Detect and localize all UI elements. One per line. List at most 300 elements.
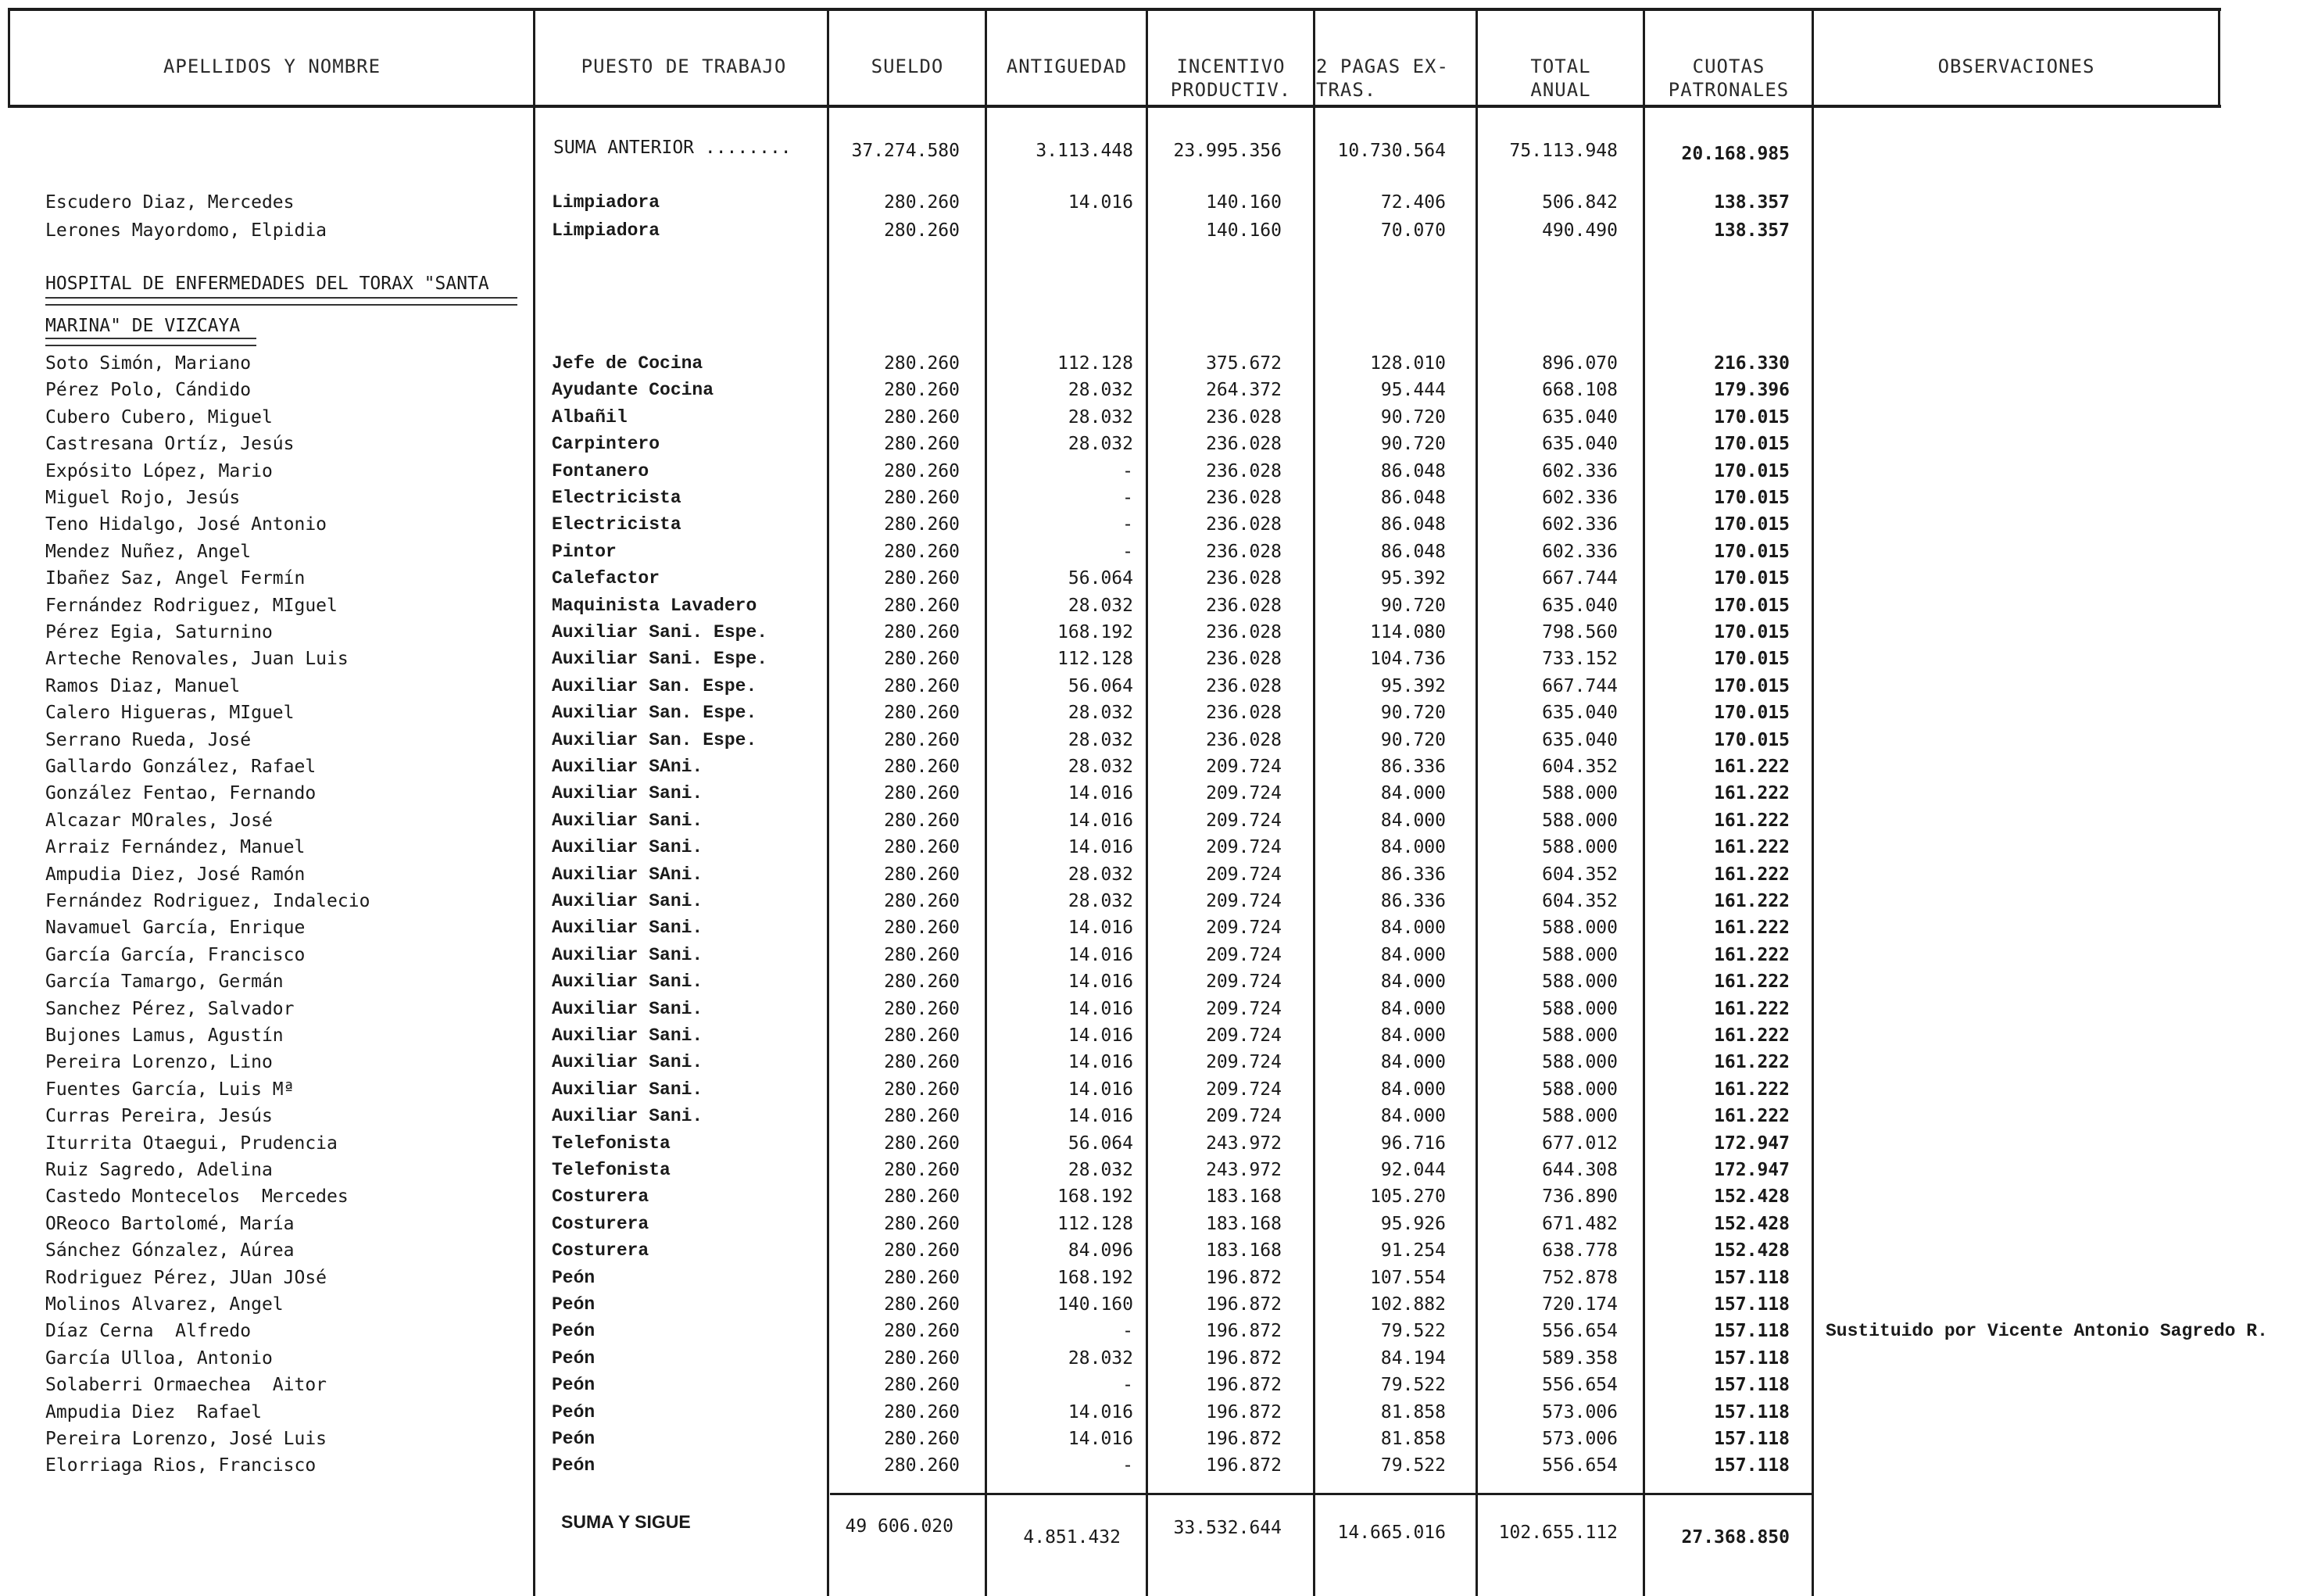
header-bottom-rule bbox=[8, 105, 2221, 108]
row-total: 602.336 bbox=[1542, 488, 1618, 508]
row-incentivo: 196.872 bbox=[1206, 1401, 1282, 1422]
row-cuotas: 138.357 bbox=[1714, 192, 1790, 213]
row-sueldo: 280.260 bbox=[884, 1133, 960, 1154]
row-pagas: 102.882 bbox=[1370, 1294, 1446, 1315]
row-incentivo: 209.724 bbox=[1206, 1052, 1282, 1073]
row-total: 638.778 bbox=[1542, 1240, 1618, 1261]
row-puesto: Ayudante Cocina bbox=[552, 380, 714, 401]
row-cuotas: 170.015 bbox=[1714, 568, 1790, 589]
row-cuotas: 157.118 bbox=[1714, 1455, 1790, 1476]
row-incentivo: 209.724 bbox=[1206, 944, 1282, 965]
row-nombre: García García, Francisco bbox=[45, 944, 306, 965]
row-sueldo: 280.260 bbox=[884, 837, 960, 858]
row-incentivo: 183.168 bbox=[1206, 1213, 1282, 1234]
row-incentivo: 236.028 bbox=[1206, 622, 1282, 642]
row-antiguedad: 14.016 bbox=[1068, 1401, 1133, 1422]
row-nombre: Ibañez Saz, Angel Fermín bbox=[45, 568, 306, 589]
suma-sigue-pagas: 14.665.016 bbox=[1337, 1523, 1446, 1543]
row-nombre: Miguel Rojo, Jesús bbox=[45, 488, 241, 508]
row-total: 556.654 bbox=[1542, 1321, 1618, 1342]
row-puesto: Fontanero bbox=[552, 460, 649, 481]
row-antiguedad: 14.016 bbox=[1068, 837, 1133, 858]
row-observacion: Sustituido por Vicente Antonio Sagredo R. bbox=[1826, 1321, 2268, 1342]
row-nombre: González Fentao, Fernando bbox=[45, 783, 317, 804]
row-incentivo: 209.724 bbox=[1206, 757, 1282, 777]
row-sueldo: 280.260 bbox=[884, 1347, 960, 1369]
row-sueldo: 280.260 bbox=[884, 622, 960, 642]
row-incentivo: 196.872 bbox=[1206, 1294, 1282, 1315]
row-cuotas: 170.015 bbox=[1714, 460, 1790, 481]
row-puesto: Electricista bbox=[552, 488, 681, 508]
row-total: 588.000 bbox=[1542, 783, 1618, 804]
row-pagas: 70.070 bbox=[1380, 220, 1446, 241]
row-antiguedad: 14.016 bbox=[1068, 1079, 1133, 1100]
row-cuotas: 170.015 bbox=[1714, 488, 1790, 508]
row-incentivo: 196.872 bbox=[1206, 1321, 1282, 1342]
row-nombre: Molinos Alvarez, Angel bbox=[45, 1294, 284, 1315]
row-incentivo: 209.724 bbox=[1206, 998, 1282, 1019]
row-pagas: 79.522 bbox=[1380, 1375, 1446, 1396]
row-incentivo: 264.372 bbox=[1206, 380, 1282, 401]
row-pagas: 84.000 bbox=[1380, 1025, 1446, 1046]
row-total: 635.040 bbox=[1542, 729, 1618, 750]
suma-anterior-pagas: 10.730.564 bbox=[1337, 141, 1446, 161]
row-incentivo: 209.724 bbox=[1206, 972, 1282, 993]
row-pagas: 90.720 bbox=[1380, 729, 1446, 750]
row-sueldo: 280.260 bbox=[884, 541, 960, 562]
row-sueldo: 280.260 bbox=[884, 220, 960, 241]
row-incentivo: 236.028 bbox=[1206, 541, 1282, 562]
row-antiguedad: - bbox=[1122, 541, 1133, 562]
row-cuotas: 161.222 bbox=[1714, 1106, 1790, 1127]
row-puesto: Auxiliar Sani. bbox=[552, 810, 703, 831]
row-incentivo: 243.972 bbox=[1206, 1160, 1282, 1180]
row-sueldo: 280.260 bbox=[884, 972, 960, 993]
row-cuotas: 170.015 bbox=[1714, 406, 1790, 428]
row-sueldo: 280.260 bbox=[884, 595, 960, 616]
row-cuotas: 161.222 bbox=[1714, 757, 1790, 777]
row-pagas: 86.048 bbox=[1380, 460, 1446, 481]
row-antiguedad: - bbox=[1122, 460, 1133, 481]
row-incentivo: 375.672 bbox=[1206, 353, 1282, 374]
row-puesto: Peón bbox=[552, 1455, 596, 1476]
row-total: 588.000 bbox=[1542, 810, 1618, 831]
row-cuotas: 170.015 bbox=[1714, 541, 1790, 562]
row-sueldo: 280.260 bbox=[884, 460, 960, 481]
row-incentivo: 236.028 bbox=[1206, 406, 1282, 428]
row-total: 573.006 bbox=[1542, 1401, 1618, 1422]
row-antiguedad: - bbox=[1122, 488, 1133, 508]
row-pagas: 95.444 bbox=[1380, 380, 1446, 401]
row-total: 736.890 bbox=[1542, 1186, 1618, 1208]
row-cuotas: 216.330 bbox=[1714, 353, 1790, 374]
row-pagas: 84.000 bbox=[1380, 1079, 1446, 1100]
row-incentivo: 209.724 bbox=[1206, 918, 1282, 939]
row-antiguedad: 28.032 bbox=[1068, 891, 1133, 911]
row-sueldo: 280.260 bbox=[884, 944, 960, 965]
row-total: 635.040 bbox=[1542, 406, 1618, 428]
row-pagas: 79.522 bbox=[1380, 1455, 1446, 1476]
row-incentivo: 243.972 bbox=[1206, 1133, 1282, 1154]
row-antiguedad: 112.128 bbox=[1057, 353, 1133, 374]
row-antiguedad: 28.032 bbox=[1068, 703, 1133, 724]
row-nombre: Mendez Nuñez, Angel bbox=[45, 541, 252, 562]
row-incentivo: 196.872 bbox=[1206, 1455, 1282, 1476]
row-puesto: Peón bbox=[552, 1429, 596, 1449]
row-puesto: Carpintero bbox=[552, 434, 660, 455]
row-nombre: Ampudia Diez, José Ramón bbox=[45, 864, 306, 885]
row-cuotas: 152.428 bbox=[1714, 1186, 1790, 1208]
row-cuotas: 138.357 bbox=[1714, 220, 1790, 241]
row-total: 677.012 bbox=[1542, 1133, 1618, 1154]
row-nombre: Teno Hidalgo, José Antonio bbox=[45, 514, 327, 535]
row-pagas: 86.048 bbox=[1380, 488, 1446, 508]
row-sueldo: 280.260 bbox=[884, 757, 960, 777]
row-antiguedad: 84.096 bbox=[1068, 1240, 1133, 1261]
row-incentivo: 236.028 bbox=[1206, 703, 1282, 724]
row-antiguedad: 28.032 bbox=[1068, 406, 1133, 428]
row-cuotas: 161.222 bbox=[1714, 1079, 1790, 1100]
row-sueldo: 280.260 bbox=[884, 675, 960, 696]
row-nombre: Castedo Montecelos Mercedes bbox=[45, 1186, 349, 1208]
row-incentivo: 196.872 bbox=[1206, 1267, 1282, 1288]
row-pagas: 95.392 bbox=[1380, 675, 1446, 696]
header-puesto: PUESTO DE TRABAJO bbox=[581, 55, 787, 77]
row-pagas: 84.194 bbox=[1380, 1347, 1446, 1369]
suma-anterior-cuotas: 20.168.985 bbox=[1681, 144, 1790, 164]
col-divider-antiguedad bbox=[1146, 9, 1148, 1596]
row-total: 604.352 bbox=[1542, 757, 1618, 777]
row-antiguedad: 14.016 bbox=[1068, 192, 1133, 213]
section-title-line2: MARINA" DE VIZCAYA bbox=[45, 316, 241, 336]
row-antiguedad: 28.032 bbox=[1068, 1347, 1133, 1369]
col-divider-nombre bbox=[533, 9, 535, 1596]
row-nombre: Solaberri Ormaechea Aitor bbox=[45, 1375, 327, 1396]
col-divider-cuotas bbox=[1812, 9, 1814, 1596]
row-puesto: Limpiadora bbox=[552, 220, 660, 241]
row-sueldo: 280.260 bbox=[884, 1052, 960, 1073]
header-incentivo: INCENTIVO PRODUCTIV. bbox=[1170, 55, 1292, 101]
row-total: 556.654 bbox=[1542, 1455, 1618, 1476]
row-total: 798.560 bbox=[1542, 622, 1618, 642]
row-sueldo: 280.260 bbox=[884, 1213, 960, 1234]
row-puesto: Auxiliar Sani. Espe. bbox=[552, 622, 768, 642]
row-total: 588.000 bbox=[1542, 1106, 1618, 1127]
row-puesto: Auxiliar Sani. Espe. bbox=[552, 649, 768, 670]
row-nombre: Bujones Lamus, Agustín bbox=[45, 1025, 284, 1046]
row-antiguedad: 28.032 bbox=[1068, 434, 1133, 455]
row-cuotas: 161.222 bbox=[1714, 944, 1790, 965]
row-incentivo: 209.724 bbox=[1206, 1079, 1282, 1100]
row-nombre: Díaz Cerna Alfredo bbox=[45, 1321, 252, 1342]
header-sueldo: SUELDO bbox=[871, 55, 944, 77]
row-pagas: 72.406 bbox=[1380, 192, 1446, 213]
row-incentivo: 236.028 bbox=[1206, 649, 1282, 670]
row-incentivo: 236.028 bbox=[1206, 568, 1282, 589]
row-pagas: 84.000 bbox=[1380, 998, 1446, 1019]
row-puesto: Costurera bbox=[552, 1186, 649, 1208]
row-total: 588.000 bbox=[1542, 998, 1618, 1019]
suma-sigue-incentivo: 33.532.644 bbox=[1173, 1518, 1282, 1538]
row-nombre: Fernández Rodriguez, Indalecio bbox=[45, 891, 370, 911]
row-nombre: Ruiz Sagredo, Adelina bbox=[45, 1160, 273, 1180]
row-total: 602.336 bbox=[1542, 460, 1618, 481]
suma-sigue-antiguedad: 4.851.432 bbox=[1023, 1527, 1121, 1548]
row-puesto: Auxiliar Sani. bbox=[552, 1025, 703, 1046]
row-incentivo: 140.160 bbox=[1206, 220, 1282, 241]
row-pagas: 84.000 bbox=[1380, 918, 1446, 939]
row-antiguedad: 168.192 bbox=[1057, 622, 1133, 642]
row-total: 896.070 bbox=[1542, 353, 1618, 374]
row-cuotas: 152.428 bbox=[1714, 1213, 1790, 1234]
row-nombre: Gallardo González, Rafael bbox=[45, 757, 317, 777]
row-incentivo: 236.028 bbox=[1206, 595, 1282, 616]
row-antiguedad: 14.016 bbox=[1068, 810, 1133, 831]
row-incentivo: 209.724 bbox=[1206, 891, 1282, 911]
row-puesto: Telefonista bbox=[552, 1160, 671, 1180]
col-divider-left-edge bbox=[8, 9, 10, 108]
row-total: 635.040 bbox=[1542, 434, 1618, 455]
row-nombre: Pérez Polo, Cándido bbox=[45, 380, 252, 401]
row-puesto: Auxiliar Sani. bbox=[552, 837, 703, 858]
header-top-rule bbox=[8, 8, 2221, 11]
row-pagas: 92.044 bbox=[1380, 1160, 1446, 1180]
row-pagas: 90.720 bbox=[1380, 434, 1446, 455]
row-cuotas: 161.222 bbox=[1714, 998, 1790, 1019]
row-puesto: Auxiliar Sani. bbox=[552, 944, 703, 965]
row-sueldo: 280.260 bbox=[884, 514, 960, 535]
section-underline-1 bbox=[45, 297, 517, 306]
row-antiguedad: 56.064 bbox=[1068, 675, 1133, 696]
row-incentivo: 209.724 bbox=[1206, 1025, 1282, 1046]
suma-anterior-incentivo: 23.995.356 bbox=[1173, 141, 1282, 161]
row-sueldo: 280.260 bbox=[884, 1401, 960, 1422]
row-pagas: 84.000 bbox=[1380, 1106, 1446, 1127]
row-total: 635.040 bbox=[1542, 595, 1618, 616]
row-pagas: 91.254 bbox=[1380, 1240, 1446, 1261]
row-nombre: Elorriaga Rios, Francisco bbox=[45, 1455, 317, 1476]
row-total: 588.000 bbox=[1542, 944, 1618, 965]
row-total: 635.040 bbox=[1542, 703, 1618, 724]
row-nombre: Soto Simón, Mariano bbox=[45, 353, 252, 374]
row-cuotas: 170.015 bbox=[1714, 514, 1790, 535]
row-nombre: Arteche Renovales, Juan Luis bbox=[45, 649, 349, 670]
row-sueldo: 280.260 bbox=[884, 1321, 960, 1342]
row-nombre: Castresana Ortíz, Jesús bbox=[45, 434, 295, 455]
row-puesto: Peón bbox=[552, 1321, 596, 1342]
row-puesto: Auxiliar Sani. bbox=[552, 1106, 703, 1127]
row-antiguedad: 168.192 bbox=[1057, 1186, 1133, 1208]
row-incentivo: 209.724 bbox=[1206, 783, 1282, 804]
row-nombre: Navamuel García, Enrique bbox=[45, 918, 306, 939]
header-antiguedad: ANTIGUEDAD bbox=[1006, 55, 1128, 77]
row-incentivo: 140.160 bbox=[1206, 192, 1282, 213]
row-sueldo: 280.260 bbox=[884, 1267, 960, 1288]
row-sueldo: 280.260 bbox=[884, 1294, 960, 1315]
row-cuotas: 157.118 bbox=[1714, 1321, 1790, 1342]
row-total: 588.000 bbox=[1542, 1079, 1618, 1100]
row-antiguedad: 14.016 bbox=[1068, 1025, 1133, 1046]
row-sueldo: 280.260 bbox=[884, 488, 960, 508]
row-nombre: Escudero Diaz, Mercedes bbox=[45, 192, 295, 213]
row-cuotas: 170.015 bbox=[1714, 729, 1790, 750]
row-antiguedad: 56.064 bbox=[1068, 1133, 1133, 1154]
row-pagas: 90.720 bbox=[1380, 703, 1446, 724]
row-cuotas: 161.222 bbox=[1714, 783, 1790, 804]
row-nombre: Ampudia Diez Rafael bbox=[45, 1401, 262, 1422]
row-nombre: Rodriguez Pérez, JUan JOsé bbox=[45, 1267, 327, 1288]
row-total: 602.336 bbox=[1542, 541, 1618, 562]
row-pagas: 86.336 bbox=[1380, 757, 1446, 777]
row-nombre: Serrano Rueda, José bbox=[45, 729, 252, 750]
row-antiguedad: 14.016 bbox=[1068, 998, 1133, 1019]
row-nombre: OReoco Bartolomé, María bbox=[45, 1213, 295, 1234]
suma-sigue-sueldo: 49 606.020 bbox=[845, 1516, 953, 1537]
row-antiguedad: 168.192 bbox=[1057, 1267, 1133, 1288]
row-antiguedad: 14.016 bbox=[1068, 783, 1133, 804]
row-cuotas: 161.222 bbox=[1714, 864, 1790, 885]
row-total: 588.000 bbox=[1542, 1052, 1618, 1073]
row-cuotas: 170.015 bbox=[1714, 434, 1790, 455]
row-nombre: Alcazar MOrales, José bbox=[45, 810, 273, 831]
row-puesto: Auxiliar SAni. bbox=[552, 864, 703, 885]
row-incentivo: 196.872 bbox=[1206, 1375, 1282, 1396]
row-cuotas: 157.118 bbox=[1714, 1267, 1790, 1288]
row-pagas: 86.048 bbox=[1380, 514, 1446, 535]
row-incentivo: 196.872 bbox=[1206, 1429, 1282, 1449]
row-puesto: Costurera bbox=[552, 1240, 649, 1261]
row-nombre: Arraiz Fernández, Manuel bbox=[45, 837, 306, 858]
row-pagas: 81.858 bbox=[1380, 1429, 1446, 1449]
row-pagas: 86.336 bbox=[1380, 891, 1446, 911]
row-antiguedad: 28.032 bbox=[1068, 757, 1133, 777]
row-sueldo: 280.260 bbox=[884, 918, 960, 939]
row-nombre: Curras Pereira, Jesús bbox=[45, 1106, 273, 1127]
row-antiguedad: 112.128 bbox=[1057, 649, 1133, 670]
row-sueldo: 280.260 bbox=[884, 353, 960, 374]
row-puesto: Auxiliar Sani. bbox=[552, 972, 703, 993]
row-sueldo: 280.260 bbox=[884, 1429, 960, 1449]
row-cuotas: 170.015 bbox=[1714, 622, 1790, 642]
row-puesto: Albañil bbox=[552, 406, 628, 428]
row-puesto: Jefe de Cocina bbox=[552, 353, 703, 374]
row-incentivo: 236.028 bbox=[1206, 434, 1282, 455]
row-pagas: 90.720 bbox=[1380, 406, 1446, 428]
row-pagas: 114.080 bbox=[1370, 622, 1446, 642]
row-incentivo: 236.028 bbox=[1206, 729, 1282, 750]
row-antiguedad: 28.032 bbox=[1068, 729, 1133, 750]
row-puesto: Costurera bbox=[552, 1213, 649, 1234]
row-puesto: Peón bbox=[552, 1401, 596, 1422]
row-cuotas: 161.222 bbox=[1714, 972, 1790, 993]
row-pagas: 79.522 bbox=[1380, 1321, 1446, 1342]
row-nombre: Calero Higueras, MIguel bbox=[45, 703, 295, 724]
row-nombre: Ramos Diaz, Manuel bbox=[45, 675, 241, 696]
row-pagas: 128.010 bbox=[1370, 353, 1446, 374]
row-puesto: Limpiadora bbox=[552, 192, 660, 213]
row-incentivo: 236.028 bbox=[1206, 488, 1282, 508]
row-puesto: Peón bbox=[552, 1294, 596, 1315]
row-pagas: 95.392 bbox=[1380, 568, 1446, 589]
row-cuotas: 170.015 bbox=[1714, 675, 1790, 696]
row-pagas: 95.926 bbox=[1380, 1213, 1446, 1234]
row-sueldo: 280.260 bbox=[884, 380, 960, 401]
row-incentivo: 236.028 bbox=[1206, 675, 1282, 696]
row-pagas: 84.000 bbox=[1380, 837, 1446, 858]
row-pagas: 107.554 bbox=[1370, 1267, 1446, 1288]
row-sueldo: 280.260 bbox=[884, 1025, 960, 1046]
row-sueldo: 280.260 bbox=[884, 1186, 960, 1208]
row-pagas: 84.000 bbox=[1380, 783, 1446, 804]
row-nombre: García Ulloa, Antonio bbox=[45, 1347, 273, 1369]
row-antiguedad: - bbox=[1122, 1455, 1133, 1476]
suma-anterior-sueldo: 37.274.580 bbox=[851, 141, 960, 161]
row-cuotas: 157.118 bbox=[1714, 1401, 1790, 1422]
header-total: TOTAL ANUAL bbox=[1530, 55, 1591, 101]
row-sueldo: 280.260 bbox=[884, 649, 960, 670]
row-nombre: Sanchez Pérez, Salvador bbox=[45, 998, 295, 1019]
row-antiguedad: 14.016 bbox=[1068, 972, 1133, 993]
row-total: 589.358 bbox=[1542, 1347, 1618, 1369]
row-puesto: Auxiliar San. Espe. bbox=[552, 729, 757, 750]
section-underline-2 bbox=[45, 338, 256, 346]
suma-sigue-total: 102.655.112 bbox=[1498, 1523, 1618, 1543]
row-nombre: Lerones Mayordomo, Elpidia bbox=[45, 220, 327, 241]
row-nombre: Iturrita Otaegui, Prudencia bbox=[45, 1133, 338, 1154]
row-incentivo: 209.724 bbox=[1206, 1106, 1282, 1127]
row-pagas: 96.716 bbox=[1380, 1133, 1446, 1154]
row-cuotas: 170.015 bbox=[1714, 595, 1790, 616]
row-pagas: 90.720 bbox=[1380, 595, 1446, 616]
row-total: 588.000 bbox=[1542, 1025, 1618, 1046]
row-sueldo: 280.260 bbox=[884, 1375, 960, 1396]
row-sueldo: 280.260 bbox=[884, 1106, 960, 1127]
row-pagas: 81.858 bbox=[1380, 1401, 1446, 1422]
row-puesto: Pintor bbox=[552, 541, 617, 562]
row-cuotas: 161.222 bbox=[1714, 918, 1790, 939]
row-sueldo: 280.260 bbox=[884, 891, 960, 911]
row-nombre: Pereira Lorenzo, Lino bbox=[45, 1052, 273, 1073]
row-cuotas: 161.222 bbox=[1714, 891, 1790, 911]
row-puesto: Auxiliar Sani. bbox=[552, 998, 703, 1019]
row-total: 668.108 bbox=[1542, 380, 1618, 401]
row-sueldo: 280.260 bbox=[884, 998, 960, 1019]
row-sueldo: 280.260 bbox=[884, 192, 960, 213]
row-total: 573.006 bbox=[1542, 1429, 1618, 1449]
suma-anterior-total: 75.113.948 bbox=[1509, 141, 1618, 161]
row-nombre: Cubero Cubero, Miguel bbox=[45, 406, 273, 428]
row-antiguedad: 28.032 bbox=[1068, 864, 1133, 885]
row-puesto: Auxiliar Sani. bbox=[552, 783, 703, 804]
row-total: 490.490 bbox=[1542, 220, 1618, 241]
row-cuotas: 170.015 bbox=[1714, 649, 1790, 670]
row-sueldo: 280.260 bbox=[884, 1240, 960, 1261]
row-puesto: Auxiliar Sani. bbox=[552, 1079, 703, 1100]
col-divider-puesto bbox=[827, 9, 829, 1596]
row-incentivo: 209.724 bbox=[1206, 837, 1282, 858]
row-cuotas: 157.118 bbox=[1714, 1294, 1790, 1315]
row-pagas: 84.000 bbox=[1380, 810, 1446, 831]
row-puesto: Auxiliar San. Espe. bbox=[552, 675, 757, 696]
row-pagas: 84.000 bbox=[1380, 944, 1446, 965]
row-incentivo: 183.168 bbox=[1206, 1186, 1282, 1208]
row-total: 588.000 bbox=[1542, 837, 1618, 858]
row-sueldo: 280.260 bbox=[884, 864, 960, 885]
row-antiguedad: 28.032 bbox=[1068, 595, 1133, 616]
row-sueldo: 280.260 bbox=[884, 783, 960, 804]
row-pagas: 84.000 bbox=[1380, 1052, 1446, 1073]
row-nombre: Sánchez Gónzalez, Aúrea bbox=[45, 1240, 295, 1261]
